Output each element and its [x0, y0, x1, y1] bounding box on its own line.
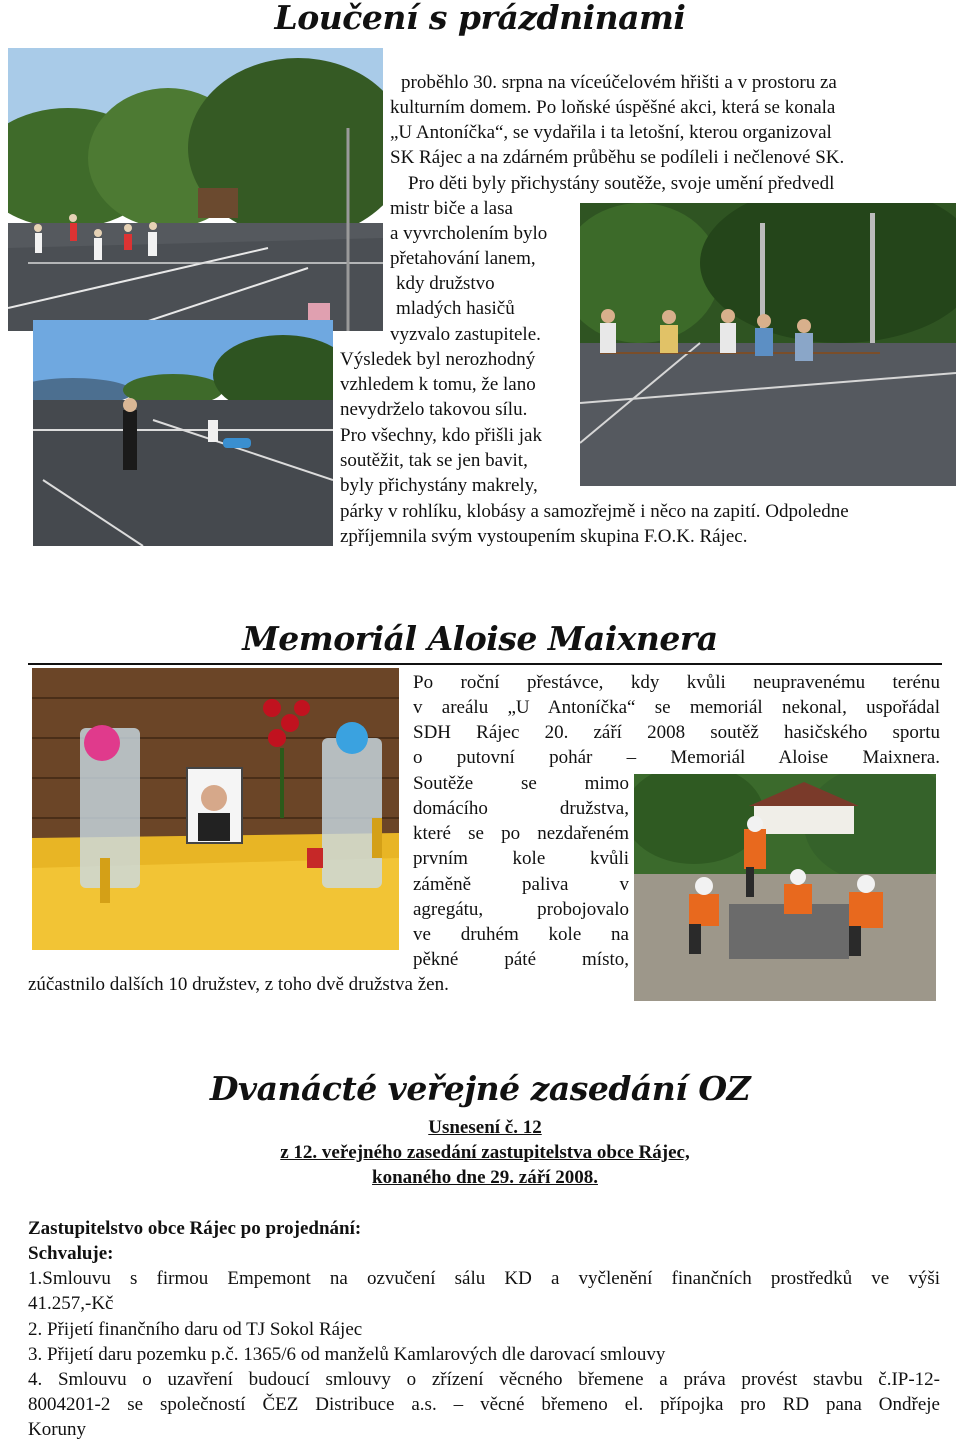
- approved-item-3: 3. Přijetí daru pozemku p.č. 1365/6 od manželů Kamlarových dle darovací smlouvy: [28, 1344, 666, 1365]
- article1-line-8: přetahování lanem,: [390, 248, 536, 269]
- article1-line-4: SK Rájec a na zdárném průběhu se podíleli i nečlenové SK.: [390, 147, 845, 168]
- article2-line-8: prvním kole kvůli: [413, 848, 629, 869]
- article1-line-7: a vyvrcholením bylo: [390, 223, 548, 244]
- tug-of-war-photo: [580, 203, 956, 486]
- article1-line-17: byly přichystány makrely,: [340, 475, 538, 496]
- approved-item-2: 2. Přijetí finančního daru od TJ Sokol Rájec: [28, 1319, 363, 1340]
- article1-line-13: vzhledem k tomu, že lano: [340, 374, 536, 395]
- article2-line-11: ve druhém kole na: [413, 924, 629, 945]
- article2-line-6: domácího družstva,: [413, 798, 629, 819]
- article2-line-3: SDH Rájec 20. září 2008 soutěž hasičského sportu: [413, 722, 940, 743]
- section-title-council-meeting: Dvanácté veřejné zasedání OZ: [209, 1069, 751, 1108]
- approved-item-1-cont: 41.257,-Kč: [28, 1293, 114, 1314]
- resolution-number: Usnesení č. 12: [428, 1117, 542, 1138]
- article2-line-10: agregátu, probojovalo: [413, 899, 629, 920]
- article2-line-1: Po roční přestávce, kdy kvůli neupravenému terénu: [413, 672, 940, 693]
- council-intro: Zastupitelstvo obce Rájec po projednání:: [28, 1218, 362, 1239]
- firefighters-competition-photo: [634, 774, 936, 1001]
- approves-label: Schvaluje:: [28, 1243, 114, 1264]
- article1-line-1: proběhlo 30. srpna na víceúčelovém hřišti a v prostoru za: [401, 72, 837, 93]
- sports-court-children-photo: [8, 48, 383, 331]
- article1-line-6: mistr biče a lasa: [390, 198, 513, 219]
- memorial-trophies-photo: [32, 668, 399, 950]
- article1-line-16: soutěžit, tak se jen bavit,: [340, 450, 528, 471]
- article1-line-12: Výsledek byl nerozhodný: [340, 349, 536, 370]
- memorial-divider: [28, 663, 942, 665]
- article2-line-5: Soutěže se mimo: [413, 773, 629, 794]
- article2-line-2: v areálu „U Antoníčka“ se memoriál nekonal, uspořádal: [413, 697, 940, 718]
- article1-line-2: kulturním domem. Po loňské úspěšné akci, která se konala: [390, 97, 836, 118]
- section-title-farewell: Loučení s prázdninami: [274, 0, 686, 37]
- resolution-meeting: z 12. veřejného zasedání zastupitelstva obce Rájec,: [280, 1142, 690, 1163]
- article2-line-9: záměně paliva v: [413, 874, 629, 895]
- article2-line-13: zúčastnilo dalších 10 družstev, z toho dvě družstva žen.: [28, 974, 449, 995]
- approved-item-4: 4. Smlouvu o uzavření budoucí smlouvy o zřízení věcného břemene a práva provést stavbu č.IP-12-: [28, 1369, 940, 1390]
- article1-line-18: párky v rohlíku, klobásy a samozřejmě i něco na zapití. Odpoledne: [340, 501, 849, 522]
- article2-line-4: o putovní pohár – Memoriál Aloise Maixnera.: [413, 747, 940, 768]
- article2-line-12: pěkné páté místo,: [413, 949, 629, 970]
- resolution-date: konaného dne 29. září 2008.: [372, 1167, 598, 1188]
- section-title-memorial: Memoriál Aloise Maixnera: [242, 619, 718, 658]
- approved-item-4-end: Koruny: [28, 1419, 87, 1440]
- article1-line-15: Pro všechny, kdo přišli jak: [340, 425, 542, 446]
- article1-line-11: vyzvalo zastupitele.: [390, 324, 541, 345]
- article1-line-19: zpříjemnila svým vystoupením skupina F.O.K. Rájec.: [340, 526, 748, 547]
- article1-line-10: mladých hasičů: [396, 298, 515, 319]
- article1-line-5: Pro děti byly přichystány soutěže, svoje umění předvedl: [408, 173, 835, 194]
- whip-show-court-photo: [33, 320, 333, 546]
- article1-line-14: nevydrželo takovou sílu.: [340, 399, 528, 420]
- article1-line-9: kdy družstvo: [396, 273, 495, 294]
- approved-item-4-cont: 8004201-2 se společností ČEZ Distribuce a.s. – věcné břemeno el. přípojka pro RD pana Ondřeje: [28, 1394, 940, 1415]
- article2-line-7: které se po nezdařeném: [413, 823, 629, 844]
- article1-line-3: „U Antoníčka“, se vydařila i ta letošní, kterou organizoval: [390, 122, 832, 143]
- approved-item-1: 1.Smlouvu s firmou Empemont na ozvučení sálu KD a vyčlenění finančních prostředků ve výši: [28, 1268, 940, 1289]
